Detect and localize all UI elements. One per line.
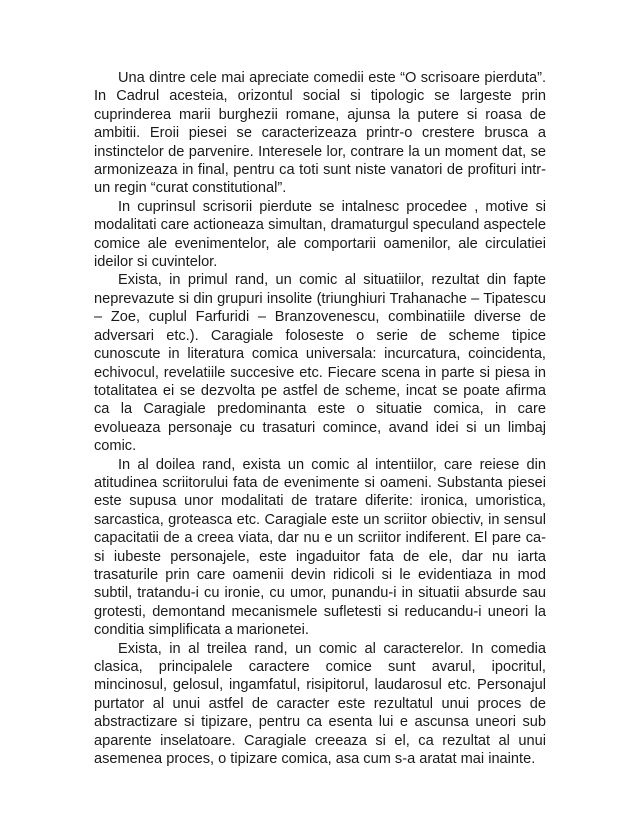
document-body: [94, 69, 546, 768]
paragraph-2: In cuprinsul scrisorii pierdute se intalnesc procedee , motive si modalitati care actioneaza simultan, dramaturgul speculand aspectele comice ale evenimentelor, ale comportarii oamenilor, ale circulatiei ideilor si cuvintelor.: [94, 198, 546, 271]
paragraph-1: Una dintre cele mai apreciate comedii este “O scrisoare pierduta”. In Cadrul acesteia, orizontul social si tipologic se largeste prin cuprinderea marii burghezii romane, ajunsa la putere si roasa de ambitii. Eroii piesei se caracterizeaza printr-o crestere brusca a instinctelor de parvenire. Interesele lor, contrare la un moment dat, se armonizeaza in final, pentru ca toti sunt niste vanatori de profituri intr-un regin “curat constitutional”.: [94, 70, 546, 197]
paragraph-5: Exista, in al treilea rand, un comic al caracterelor. In comedia clasica, principalele caractere comice sunt avarul, ipocritul, mincinosul, gelosul, ingamfatul, risipitorul, laudarosul etc. Personajul purtator al unui astfel de caracter este rezultatul unui proces de abstractizare si tipizare, pentru ca esenta lui e ascunsa uneori sub aparente inselatoare. Caragiale creeaza si el, ca rezultat al unui asemenea proces, o tipizare comica, asa cum s-a aratat mai inainte.: [94, 640, 546, 768]
paragraph-3: Exista, in primul rand, un comic al situatiilor, rezultat din fapte neprevazute si din grupuri insolite (triunghiuri Trahanache – Tipatescu – Zoe, cuplul Farfuridi – Branzovenescu, combinatiile diverse de adversari etc.). Caragiale foloseste o serie de scheme tipice cunoscute in literatura comica universala: incurcatura, coincidenta, echivocul, revelatiile succesive etc. Fiecare scena in parte si piesa in totalitatea ei se dezvolta pe astfel de scheme, incat se poate afirma ca la Caragiale predominanta este o situatie comica, in care evolueaza personaje cu trasaturi comince, avand idei si un limbaj comic.: [94, 272, 546, 455]
paragraph-4: In al doilea rand, exista un comic al intentiilor, care reiese din atitudinea scriitorului fata de evenimente si oameni. Substanta piesei este supusa unor modalitati de tratare diferite: ironica, umoristica, sarcastica, groteasca etc. Caragiale este un scriitor obiectiv, in sensul capacitatii de a creea viata, dar nu e un scriitor indiferent. El pare ca-si iubeste personajele, este ingaduitor fata de ele, dar nu iarta trasaturile prin care oamenii devin ridicoli si le evidentiaza in mod subtil, tratandu-i cu ironie, cu umor, punandu-i in situatii absurde sau grotesti, demontand mecanismele sufletesti si reducandu-i uneori la conditia simplificata a marionetei.: [94, 456, 546, 639]
